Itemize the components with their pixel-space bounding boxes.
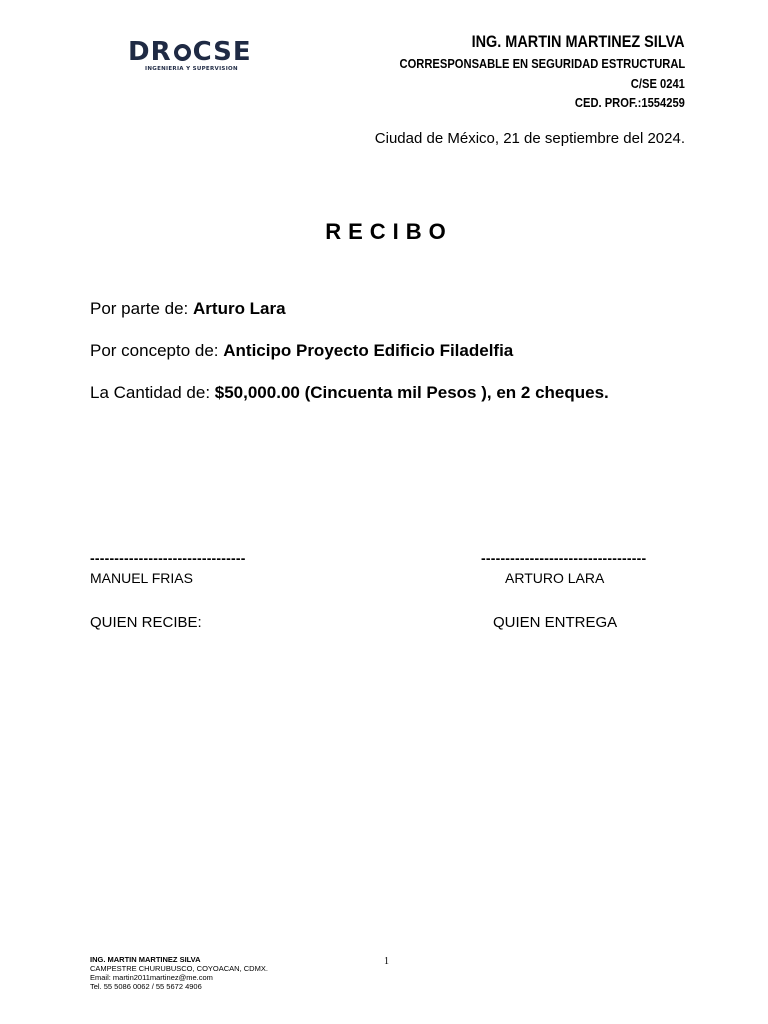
- signature-role-giver: QUIEN ENTREGA: [493, 614, 618, 631]
- field-from-label: Por parte de:: [90, 299, 194, 318]
- footer-phone: Tel. 55 5086 0062 / 55 5672 4906: [90, 982, 202, 991]
- field-amount: [90, 383, 609, 403]
- logo-tagline: INGENIERIA Y SUPERVISION: [145, 66, 238, 72]
- header-professional-license: CED. PROF.:1554259: [575, 95, 685, 110]
- field-concept: [90, 341, 513, 361]
- field-from: [90, 299, 286, 319]
- logo-ring-icon: [174, 44, 191, 61]
- footer-email: Email: martin2011martinez@me.com: [90, 973, 213, 982]
- logo-wordmark: [128, 38, 252, 66]
- footer-name: ING. MARTIN MARTINEZ SILVA: [90, 955, 201, 964]
- signature-name-receiver: MANUEL FRIAS: [90, 570, 193, 586]
- document-title: RECIBO: [325, 219, 453, 244]
- signature-line-right: ----------------------------------: [481, 550, 647, 566]
- signature-role-receiver: QUIEN RECIBE:: [90, 614, 202, 631]
- page-number: 1: [384, 956, 389, 967]
- field-from-value: Arturo Lara: [193, 299, 286, 318]
- field-amount-label: La Cantidad de:: [90, 383, 215, 402]
- header-registry-number: C/SE 0241: [630, 76, 685, 91]
- header-engineer-role: CORRESPONSABLE EN SEGURIDAD ESTRUCTURAL: [399, 56, 685, 71]
- logo-text-left: DR: [128, 37, 172, 67]
- header-engineer-name: ING. MARTIN MARTINEZ SILVA: [472, 32, 685, 51]
- footer-address: CAMPESTRE CHURUBUSCO, COYOACAN, CDMX.: [90, 964, 268, 973]
- logo-text-right: CSE: [192, 37, 252, 67]
- field-concept-value: Anticipo Proyecto Edificio Filadelfia: [223, 341, 514, 360]
- signature-line-left: --------------------------------: [90, 550, 246, 566]
- place-and-date: Ciudad de México, 21 de septiembre del 2024.: [374, 130, 685, 147]
- signature-name-giver: ARTURO LARA: [505, 570, 605, 586]
- company-logo: [128, 38, 250, 76]
- field-amount-value: $50,000.00 (Cincuenta mil Pesos ), en 2 cheques.: [214, 383, 609, 402]
- field-concept-label: Por concepto de:: [90, 341, 224, 360]
